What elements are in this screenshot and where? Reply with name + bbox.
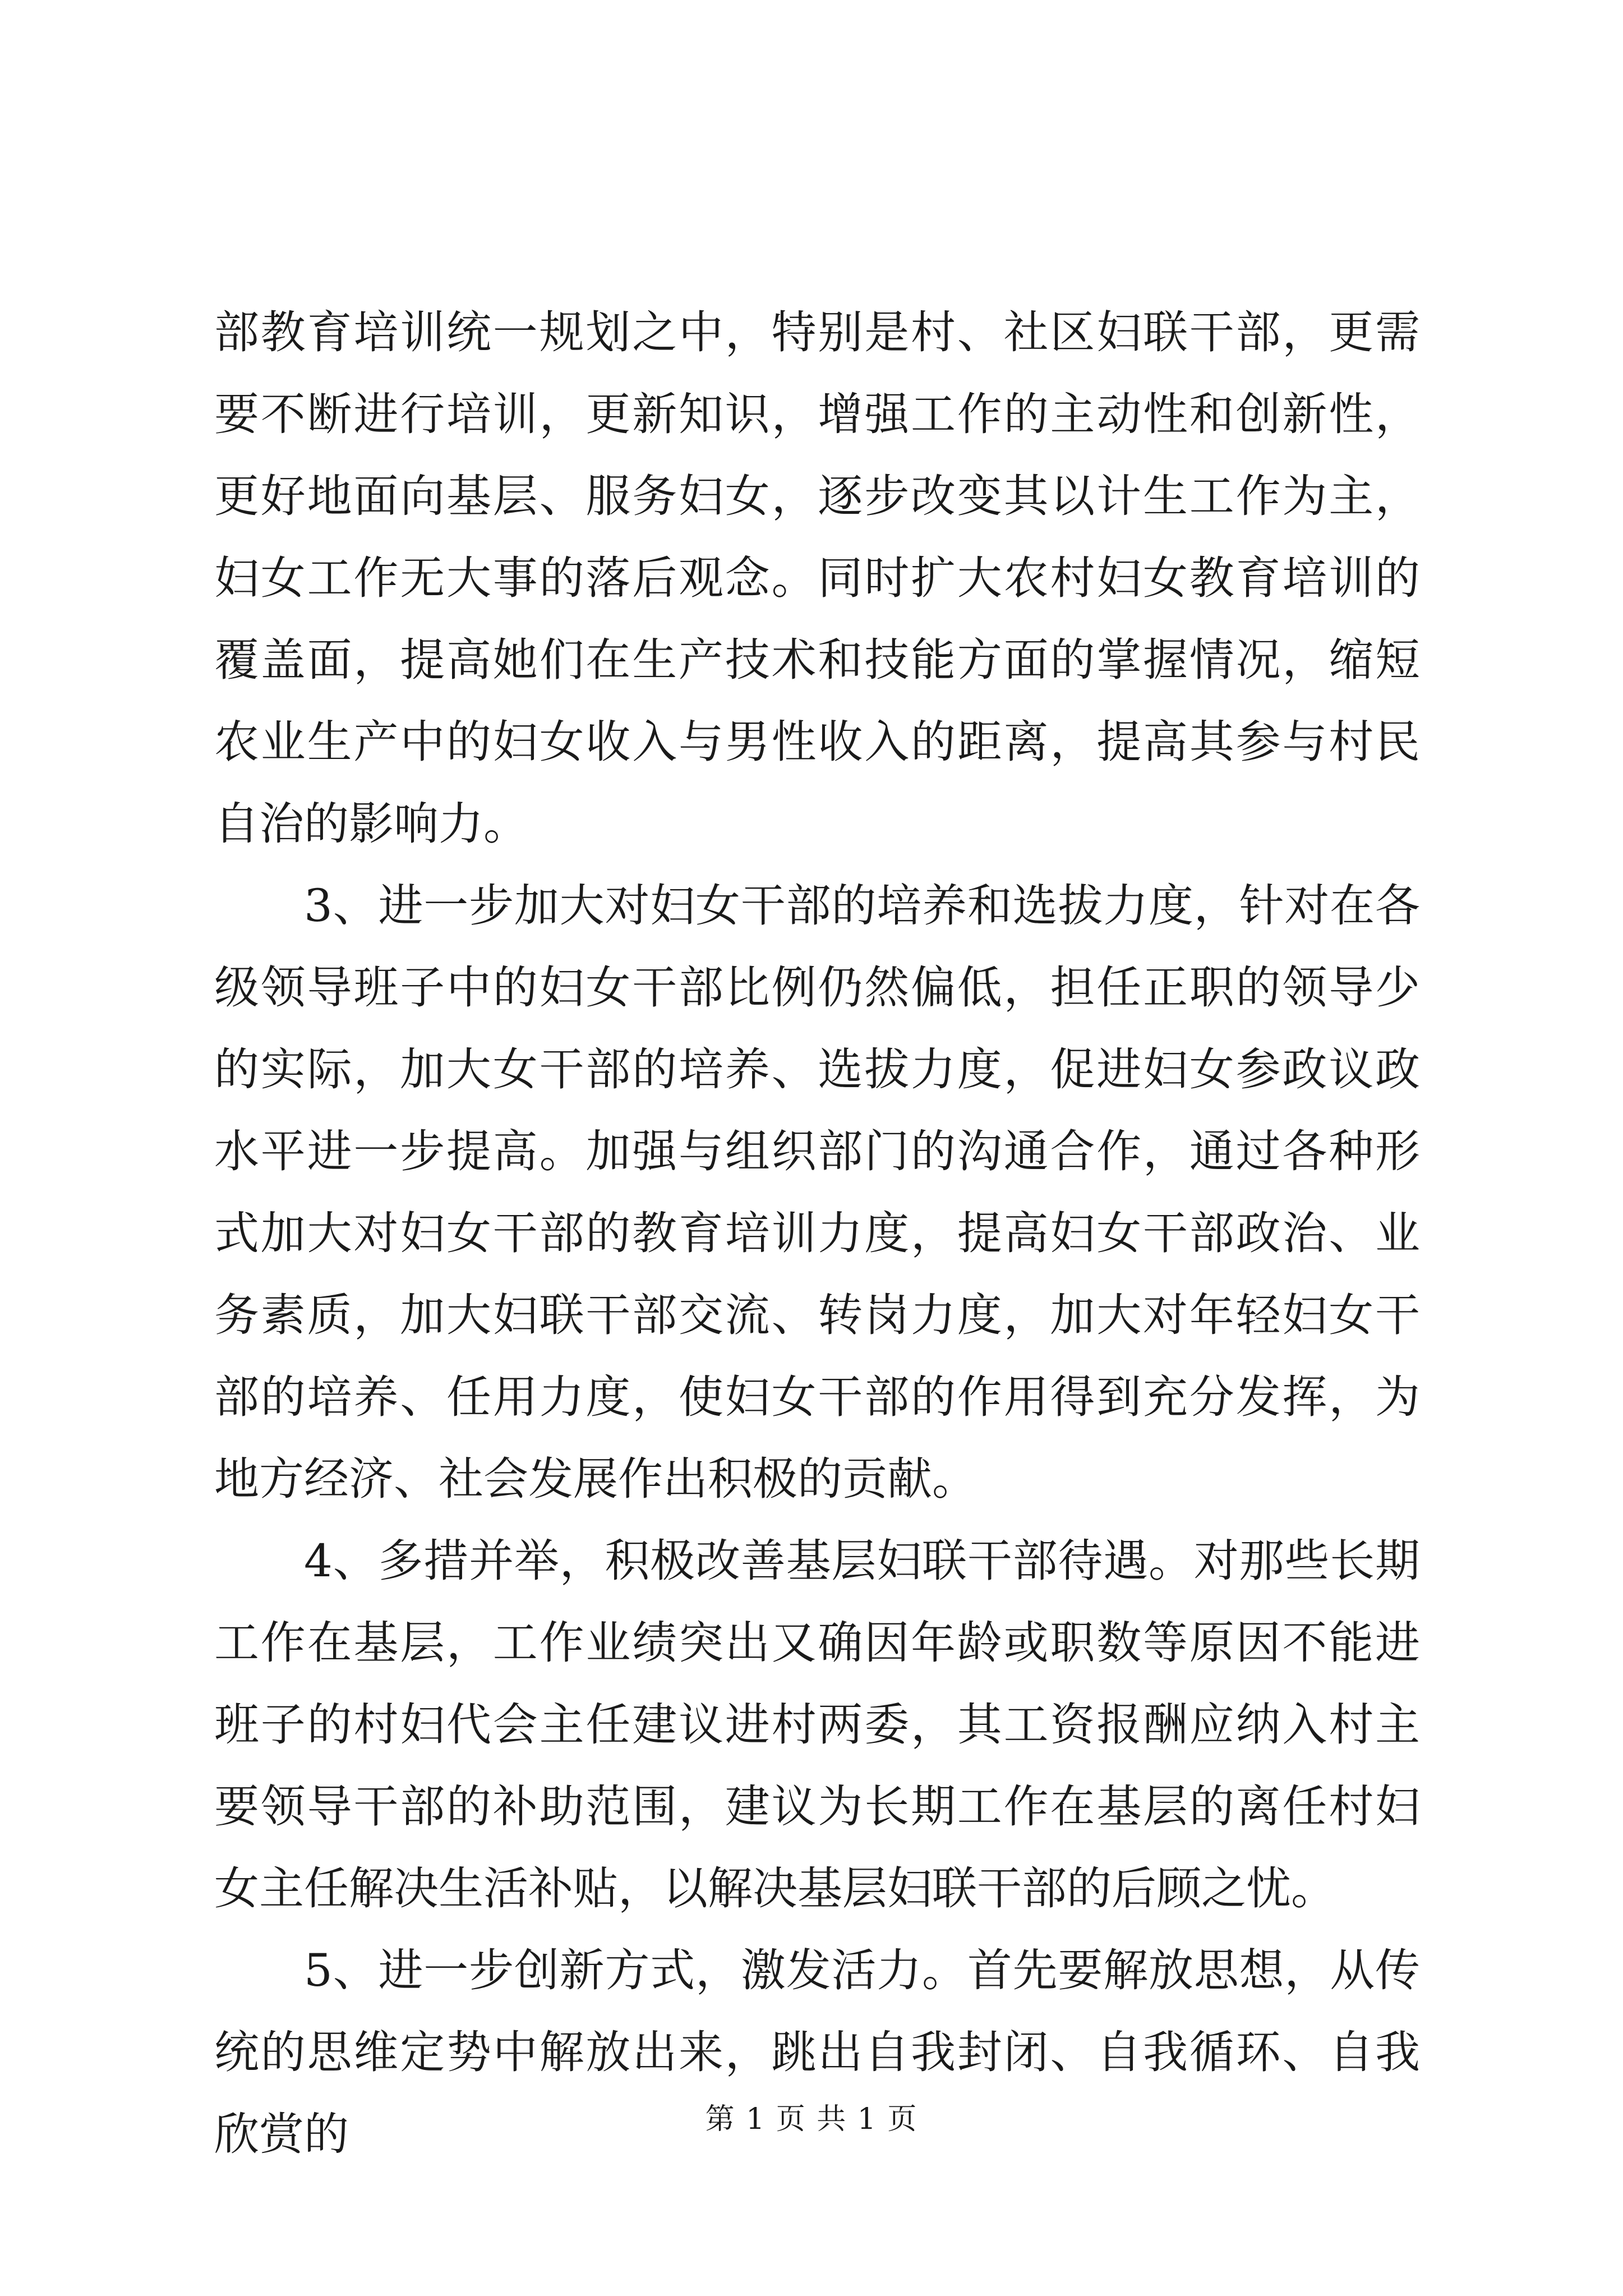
paragraph-continuation: 部教育培训统一规划之中，特别是村、社区妇联干部，更需要不断进行培训，更新知识，增强工作的主动性和创新性，更好地面向基层、服务妇女，逐步改变其以计生工作为主，妇女工作无大事的落后观念。同时扩大农村妇女教育培训的覆盖面，提高她们在生产技术和技能方面的掌握情况，缩短农业生产中的妇女收入与男性收入的距离，提高其参与村民自治的影响力。 (214, 306, 1420, 850)
page-footer: 第 1 页 共 1 页 (705, 2102, 918, 2136)
document-body (214, 292, 1420, 2175)
paragraph-item-5: 5、进一步创新方式，激发活力。首先要解放思想，从传统的思维定势中解放出来，跳出自我封闭、自我循环、自我欣赏的 (214, 1944, 1420, 2160)
paragraph-item-3: 3、进一步加大对妇女干部的培养和选拔力度，针对在各级领导班子中的妇女干部比例仍然偏低，担任正职的领导少的实际，加大女干部的培养、选拔力度，促进妇女参政议政水平进一步提高。加强与组织部门的沟通合作，通过各种形式加大对妇女干部的教育培训力度，提高妇女干部政治、业务素质，加大妇联干部交流、转岗力度，加大对年轻妇女干部的培养、任用力度，使妇女干部的作用得到充分发挥，为地方经济、社会发展作出积极的贡献。 (214, 880, 1420, 1505)
paragraph-item-4: 4、多措并举，积极改善基层妇联干部待遇。对那些长期工作在基层，工作业绩突出又确因年龄或职数等原因不能进班子的村妇代会主任建议进村两委，其工资报酬应纳入村主要领导干部的补助范围，建议为长期工作在基层的离任村妇女主任解决生活补贴，以解决基层妇联干部的后顾之忧。 (214, 1535, 1420, 1915)
